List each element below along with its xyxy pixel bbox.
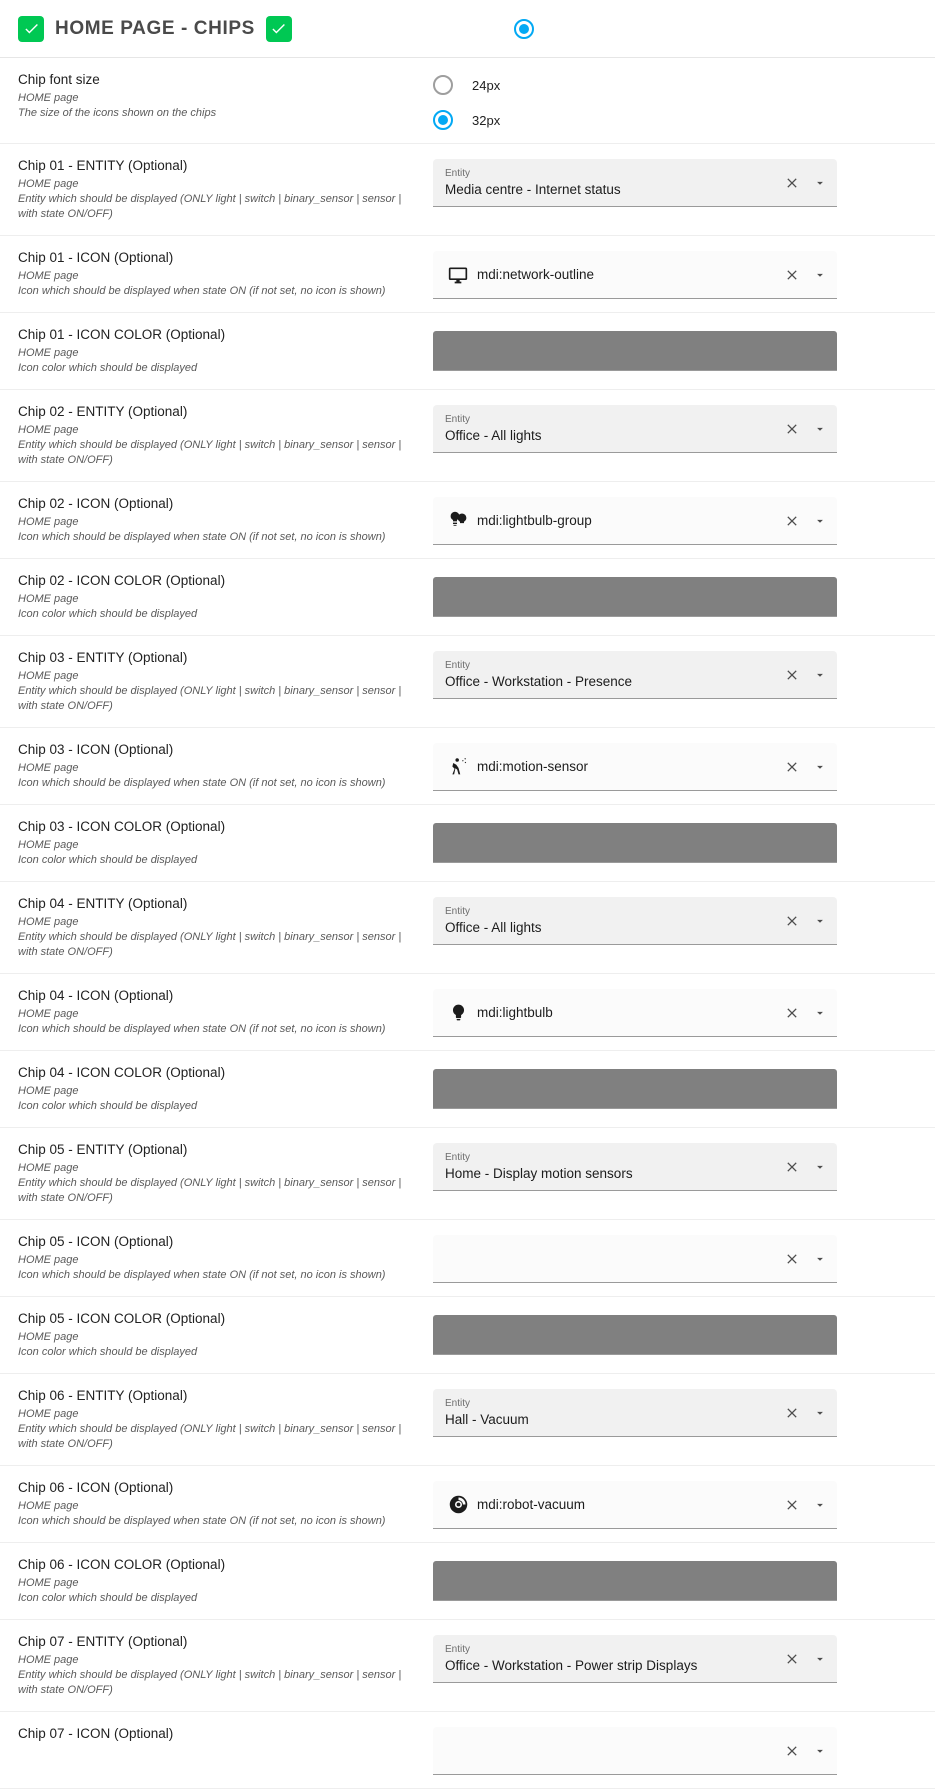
row-scope: HOME page <box>18 347 79 359</box>
row-title: Chip 07 - ICON (Optional) <box>18 1726 174 1741</box>
row-title: Chip 05 - ICON COLOR (Optional) <box>18 1311 226 1326</box>
settings-row <box>0 1543 935 1620</box>
row-title: Chip 01 - ICON (Optional) <box>18 250 174 265</box>
entity-field[interactable] <box>433 897 837 945</box>
field-inner <box>477 758 775 775</box>
field-value[interactable]: Office - All lights <box>445 919 542 935</box>
row-description: Icon which should be displayed when state ON (if not set, no icon is shown) <box>18 1269 386 1281</box>
row-control <box>433 987 917 1037</box>
field-value[interactable]: mdi:lightbulb <box>477 1005 553 1020</box>
row-title: Chip 02 - ENTITY (Optional) <box>18 404 188 419</box>
row-control <box>433 495 917 545</box>
field-value[interactable]: Media centre - Internet status <box>445 181 621 197</box>
row-title: Chip 03 - ENTITY (Optional) <box>18 650 188 665</box>
row-control <box>433 741 917 791</box>
icon-field[interactable] <box>433 1727 837 1775</box>
field-float-label: Entity <box>445 413 471 425</box>
row-description: Icon which should be displayed when state ON (if not set, no icon is shown) <box>18 1023 386 1035</box>
row-control <box>433 1064 917 1109</box>
field-actions <box>775 266 829 284</box>
row-control <box>433 649 917 699</box>
field-value[interactable]: Office - All lights <box>445 427 542 443</box>
field-value[interactable]: Home - Display motion sensors <box>445 1165 633 1181</box>
settings-row <box>0 1466 935 1543</box>
settings-row <box>0 236 935 313</box>
field-inner <box>445 1152 775 1182</box>
field-actions <box>775 1496 829 1514</box>
page-header <box>0 0 935 58</box>
settings-row <box>0 1620 935 1712</box>
settings-row <box>0 144 935 236</box>
row-title: Chip 05 - ICON (Optional) <box>18 1234 174 1249</box>
close-icon[interactable] <box>783 1158 801 1176</box>
row-labels <box>18 649 433 714</box>
radio-32px[interactable] <box>433 110 453 130</box>
entity-field[interactable] <box>433 159 837 207</box>
field-actions <box>775 1404 829 1422</box>
row-scope: HOME page <box>18 1162 79 1174</box>
chip-font-size-labels <box>18 71 433 121</box>
close-icon[interactable] <box>783 1650 801 1668</box>
chevron-down-icon[interactable] <box>811 420 829 438</box>
row-description: Entity which should be displayed (ONLY light | switch | binary_sensor | sensor | with state ON/OFF) <box>18 1423 402 1450</box>
field-actions <box>775 420 829 438</box>
row-scope: HOME page <box>18 839 79 851</box>
row-scope: HOME page <box>18 1008 79 1020</box>
close-icon[interactable] <box>783 1496 801 1514</box>
close-icon[interactable] <box>783 512 801 530</box>
chevron-down-icon[interactable] <box>811 1404 829 1422</box>
row-control <box>433 1233 917 1283</box>
row-control <box>433 157 917 207</box>
row-title: Chip 02 - ICON COLOR (Optional) <box>18 573 226 588</box>
chevron-down-icon[interactable] <box>811 1004 829 1022</box>
field-inner <box>445 660 775 690</box>
chevron-down-icon[interactable] <box>811 1650 829 1668</box>
row-title: Chip 03 - ICON (Optional) <box>18 742 174 757</box>
row-control <box>433 1633 917 1683</box>
field-actions <box>775 1250 829 1268</box>
settings-row <box>0 974 935 1051</box>
row-control <box>433 403 917 453</box>
entity-field[interactable] <box>433 1635 837 1683</box>
icon-color-field[interactable] <box>433 577 837 617</box>
field-actions <box>775 666 829 684</box>
row-description: Entity which should be displayed (ONLY light | switch | binary_sensor | sensor | with state ON/OFF) <box>18 685 402 712</box>
close-icon[interactable] <box>783 758 801 776</box>
field-value[interactable]: Office - Workstation - Power strip Displays <box>445 1657 698 1673</box>
color-field-wrap <box>433 328 917 371</box>
field-actions <box>775 1650 829 1668</box>
field-float-label: Entity <box>445 659 471 671</box>
header-radio[interactable] <box>514 19 534 39</box>
chevron-down-icon[interactable] <box>811 1250 829 1268</box>
settings-rows <box>0 144 935 1789</box>
close-icon[interactable] <box>783 266 801 284</box>
row-description: Icon color which should be displayed <box>18 854 198 866</box>
radio-32px-label: 32px <box>472 112 501 128</box>
radio-24px-label: 24px <box>472 77 501 93</box>
field-value[interactable]: mdi:robot-vacuum <box>477 1497 586 1512</box>
icon-field[interactable] <box>433 1481 837 1529</box>
row-labels <box>18 495 433 545</box>
color-field-wrap <box>433 1312 917 1355</box>
color-field-wrap <box>433 574 917 617</box>
font-size-option-24[interactable] <box>433 75 917 95</box>
entity-field[interactable] <box>433 651 837 699</box>
row-labels <box>18 1233 433 1283</box>
row-labels <box>18 818 433 868</box>
robot-vacuum-icon <box>445 1494 471 1515</box>
field-value[interactable]: mdi:network-outline <box>477 267 595 282</box>
row-labels <box>18 157 433 222</box>
row-description: Icon color which should be displayed <box>18 362 198 374</box>
row-control <box>433 1556 917 1601</box>
row-labels <box>18 1387 433 1452</box>
icon-color-field[interactable] <box>433 823 837 863</box>
row-scope: HOME page <box>18 593 79 605</box>
row-title: Chip 04 - ENTITY (Optional) <box>18 896 188 911</box>
field-float-label: Entity <box>445 905 471 917</box>
settings-row <box>0 482 935 559</box>
chevron-down-icon[interactable] <box>811 666 829 684</box>
row-labels <box>18 895 433 960</box>
row-scope: HOME page <box>18 1408 79 1420</box>
row-scope: HOME page <box>18 178 79 190</box>
row-description: Icon which should be displayed when state ON (if not set, no icon is shown) <box>18 285 386 297</box>
field-inner <box>445 1644 775 1674</box>
field-inner <box>445 906 775 936</box>
chip-font-size-title: Chip font size <box>18 72 100 87</box>
icon-field[interactable] <box>433 989 837 1037</box>
row-control <box>433 1725 917 1775</box>
color-field-wrap <box>433 1066 917 1109</box>
icon-field[interactable] <box>433 743 837 791</box>
color-field-wrap <box>433 1558 917 1601</box>
color-field-wrap <box>433 820 917 863</box>
settings-row <box>0 559 935 636</box>
row-title: Chip 06 - ICON COLOR (Optional) <box>18 1557 226 1572</box>
icon-field[interactable] <box>433 497 837 545</box>
row-control <box>433 818 917 863</box>
row-labels <box>18 741 433 791</box>
field-actions <box>775 1004 829 1022</box>
row-description: Entity which should be displayed (ONLY light | switch | binary_sensor | sensor | with state ON/OFF) <box>18 439 402 466</box>
chevron-down-icon[interactable] <box>811 1742 829 1760</box>
row-description: Icon color which should be displayed <box>18 1100 198 1112</box>
settings-row <box>0 728 935 805</box>
row-title: Chip 06 - ICON (Optional) <box>18 1480 174 1495</box>
field-value[interactable]: Hall - Vacuum <box>445 1411 529 1427</box>
field-float-label: Entity <box>445 1151 471 1163</box>
field-inner <box>477 266 775 283</box>
entity-field[interactable] <box>433 1389 837 1437</box>
row-scope: HOME page <box>18 670 79 682</box>
entity-field[interactable] <box>433 405 837 453</box>
field-actions <box>775 174 829 192</box>
field-float-label: Entity <box>445 1397 471 1409</box>
row-scope: HOME page <box>18 1654 79 1666</box>
field-inner <box>445 1398 775 1428</box>
field-actions <box>775 512 829 530</box>
row-labels <box>18 1064 433 1114</box>
close-icon[interactable] <box>783 912 801 930</box>
row-description: Entity which should be displayed (ONLY light | switch | binary_sensor | sensor | with state ON/OFF) <box>18 931 402 958</box>
chip-font-size-scope: HOME page <box>18 92 79 104</box>
settings-row <box>0 805 935 882</box>
field-value[interactable]: mdi:motion-sensor <box>477 759 589 774</box>
radio-24px[interactable] <box>433 75 453 95</box>
motion-sensor-icon <box>445 756 471 777</box>
row-scope: HOME page <box>18 1500 79 1512</box>
row-scope: HOME page <box>18 1331 79 1343</box>
header-radio-wrap <box>514 19 534 39</box>
row-description: Icon color which should be displayed <box>18 1592 198 1604</box>
chip-font-size-options <box>433 71 917 130</box>
row-control <box>433 1387 917 1437</box>
field-inner <box>477 1004 775 1021</box>
row-labels <box>18 249 433 299</box>
chevron-down-icon[interactable] <box>811 512 829 530</box>
row-title: Chip 04 - ICON (Optional) <box>18 988 174 1003</box>
lightbulb-icon <box>445 1003 471 1022</box>
settings-row <box>0 636 935 728</box>
close-icon[interactable] <box>783 1004 801 1022</box>
row-description: Icon color which should be displayed <box>18 1346 198 1358</box>
field-actions <box>775 912 829 930</box>
row-title: Chip 04 - ICON COLOR (Optional) <box>18 1065 226 1080</box>
field-inner <box>477 512 775 529</box>
row-title: Chip 07 - ENTITY (Optional) <box>18 1634 188 1649</box>
close-icon[interactable] <box>783 1250 801 1268</box>
row-scope: HOME page <box>18 1085 79 1097</box>
icon-color-field[interactable] <box>433 1315 837 1355</box>
font-size-option-32[interactable] <box>433 110 917 130</box>
settings-row <box>0 390 935 482</box>
chevron-down-icon[interactable] <box>811 1496 829 1514</box>
row-scope: HOME page <box>18 1254 79 1266</box>
chevron-down-icon[interactable] <box>811 1158 829 1176</box>
settings-row <box>0 1128 935 1220</box>
row-control <box>433 249 917 299</box>
row-scope: HOME page <box>18 270 79 282</box>
icon-color-field[interactable] <box>433 331 837 371</box>
row-labels <box>18 987 433 1037</box>
field-actions <box>775 1158 829 1176</box>
row-scope: HOME page <box>18 1577 79 1589</box>
row-description: Entity which should be displayed (ONLY light | switch | binary_sensor | sensor | with state ON/OFF) <box>18 193 402 220</box>
row-labels <box>18 1141 433 1206</box>
row-title: Chip 01 - ICON COLOR (Optional) <box>18 327 226 342</box>
chip-font-size-description: The size of the icons shown on the chips <box>18 107 217 119</box>
field-float-label: Entity <box>445 167 471 179</box>
row-scope: HOME page <box>18 916 79 928</box>
close-icon[interactable] <box>783 420 801 438</box>
row-title: Chip 01 - ENTITY (Optional) <box>18 158 188 173</box>
header-checkbox-right[interactable] <box>266 16 292 42</box>
icon-color-field[interactable] <box>433 1561 837 1601</box>
field-actions <box>775 1742 829 1760</box>
row-description: Entity which should be displayed (ONLY light | switch | binary_sensor | sensor | with state ON/OFF) <box>18 1669 402 1696</box>
icon-field[interactable] <box>433 1235 837 1283</box>
monitor-icon <box>445 265 471 285</box>
settings-row <box>0 1051 935 1128</box>
close-icon[interactable] <box>783 666 801 684</box>
settings-row <box>0 1712 935 1789</box>
row-scope: HOME page <box>18 516 79 528</box>
row-labels <box>18 1633 433 1698</box>
row-description: Icon color which should be displayed <box>18 608 198 620</box>
row-scope: HOME page <box>18 762 79 774</box>
header-checkbox-left[interactable] <box>18 16 44 42</box>
row-labels <box>18 1310 433 1360</box>
field-value[interactable]: mdi:lightbulb-group <box>477 513 592 528</box>
chevron-down-icon[interactable] <box>811 174 829 192</box>
field-inner <box>445 168 775 198</box>
row-title: Chip 05 - ENTITY (Optional) <box>18 1142 188 1157</box>
field-inner <box>477 1496 775 1513</box>
row-control <box>433 1479 917 1529</box>
close-icon[interactable] <box>783 1742 801 1760</box>
settings-row <box>0 882 935 974</box>
row-description: Icon which should be displayed when state ON (if not set, no icon is shown) <box>18 531 386 543</box>
entity-field[interactable] <box>433 1143 837 1191</box>
row-control <box>433 1310 917 1355</box>
settings-row <box>0 1297 935 1374</box>
settings-row <box>0 313 935 390</box>
row-labels <box>18 326 433 376</box>
row-title: Chip 02 - ICON (Optional) <box>18 496 174 511</box>
row-control <box>433 572 917 617</box>
page-title: HOME PAGE - CHIPS <box>55 17 255 39</box>
row-labels <box>18 403 433 468</box>
chevron-down-icon[interactable] <box>811 758 829 776</box>
field-actions <box>775 758 829 776</box>
close-icon[interactable] <box>783 1404 801 1422</box>
field-inner <box>445 414 775 444</box>
field-value[interactable]: Office - Workstation - Presence <box>445 673 633 689</box>
row-description: Icon which should be displayed when state ON (if not set, no icon is shown) <box>18 1515 386 1527</box>
row-title: Chip 06 - ENTITY (Optional) <box>18 1388 188 1403</box>
chevron-down-icon[interactable] <box>811 912 829 930</box>
settings-row <box>0 1374 935 1466</box>
icon-color-field[interactable] <box>433 1069 837 1109</box>
lightbulb-group-icon <box>445 510 471 531</box>
icon-field[interactable] <box>433 251 837 299</box>
row-title: Chip 03 - ICON COLOR (Optional) <box>18 819 226 834</box>
row-labels <box>18 572 433 622</box>
close-icon[interactable] <box>783 174 801 192</box>
row-control <box>433 895 917 945</box>
settings-row <box>0 1220 935 1297</box>
chevron-down-icon[interactable] <box>811 266 829 284</box>
row-labels <box>18 1556 433 1606</box>
row-scope: HOME page <box>18 424 79 436</box>
row-control <box>433 326 917 371</box>
row-description: Entity which should be displayed (ONLY light | switch | binary_sensor | sensor | with state ON/OFF) <box>18 1177 402 1204</box>
row-labels <box>18 1725 433 1745</box>
chip-font-size-row <box>0 58 935 144</box>
row-control <box>433 1141 917 1191</box>
field-float-label: Entity <box>445 1643 471 1655</box>
row-description: Icon which should be displayed when state ON (if not set, no icon is shown) <box>18 777 386 789</box>
row-labels <box>18 1479 433 1529</box>
